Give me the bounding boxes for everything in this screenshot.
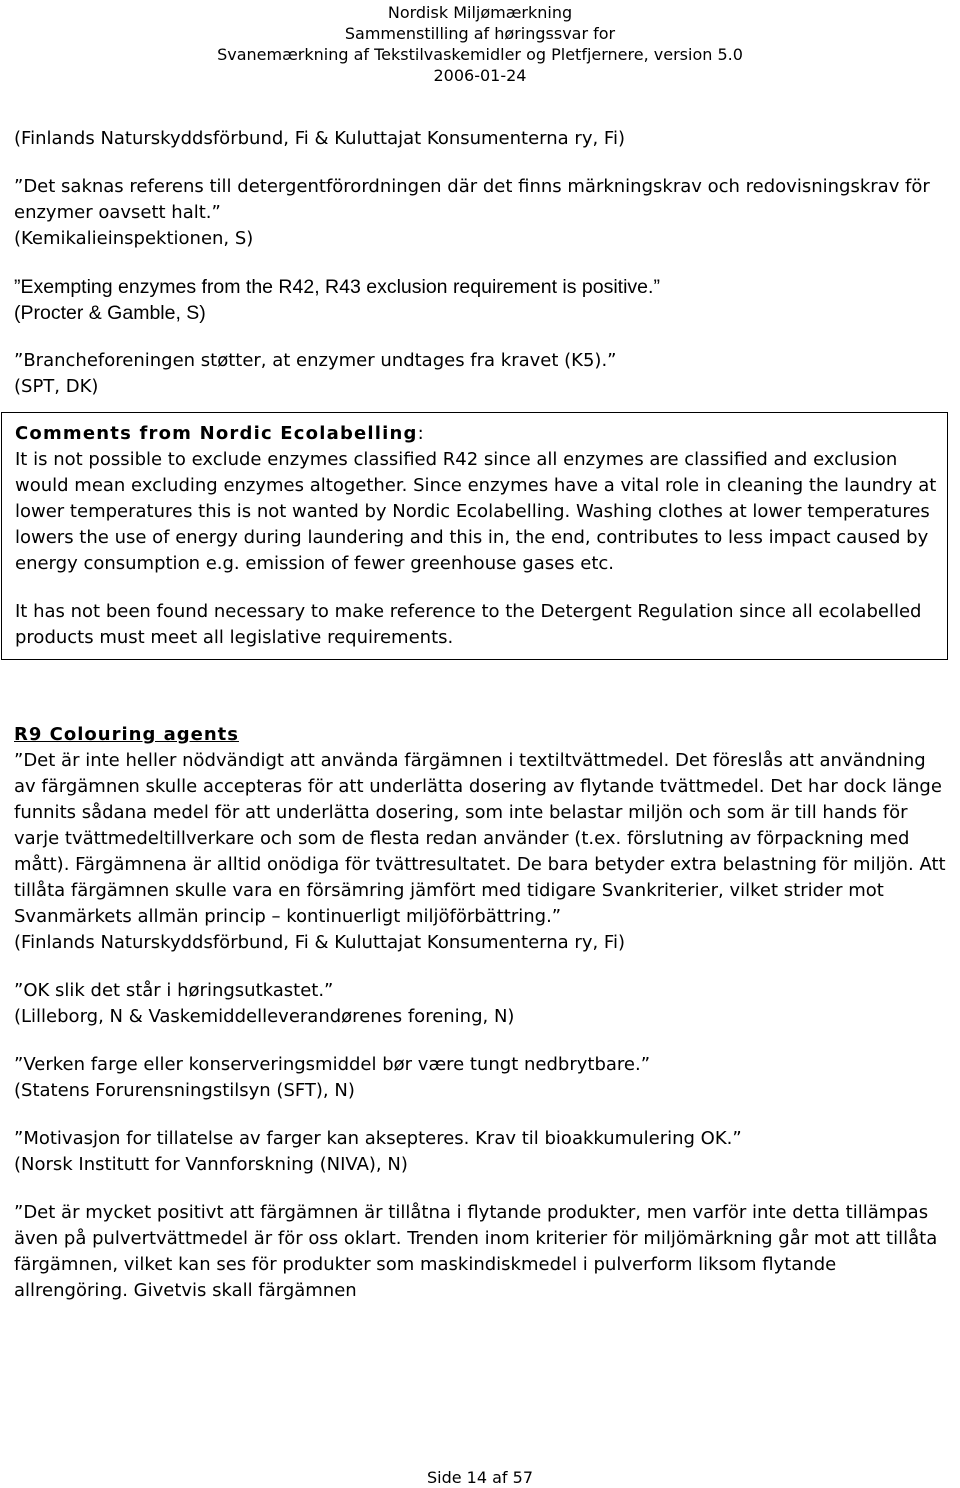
ecolabelling-comments-box [1, 412, 948, 660]
source-attribution: (Lilleborg, N & Vaskemiddelleverandørenes forening, N) [14, 1006, 515, 1027]
comments-heading-colon: : [417, 423, 424, 444]
source-attribution: (Kemikalieinspektionen, S) [14, 228, 254, 249]
source-attribution: (Procter & Gamble, S) [14, 302, 206, 324]
comments-heading: Comments from Nordic Ecolabelling [15, 423, 418, 444]
header-subtitle: Sammenstilling af høringssvar for [344, 24, 616, 43]
comments-paragraph: It has not been found necessary to make reference to the Detergent Regulation since all ecolabelled products must meet all legislative requirements. [15, 601, 922, 648]
source-attribution: (Statens Forurensningstilsyn (SFT), N) [14, 1080, 355, 1101]
source-attribution: (Finlands Naturskyddsförbund, Fi & Kuluttajat Konsumenterna ry, Fi) [14, 128, 625, 149]
comment-quote: ”OK slik det står i høringsutkastet.” [14, 980, 334, 1001]
header-date: 2006-01-24 [433, 66, 527, 85]
document-body [14, 126, 948, 1304]
section-title: R9 Colouring agents [14, 724, 239, 745]
source-attribution: (Norsk Institutt for Vannforskning (NIVA), N) [14, 1154, 408, 1175]
comment-quote: ”Motivasjon for tillatelse av farger kan aksepteres. Krav til bioakkumulering OK.” [14, 1128, 742, 1149]
comments-heading-line [15, 421, 947, 447]
source-attribution: (SPT, DK) [14, 376, 99, 397]
header-document-title: Svanemærkning af Tekstilvaskemidler og Pletfjernere, version 5.0 [217, 45, 743, 64]
page-number: Side 14 af 57 [426, 1468, 533, 1487]
comment-quote: ”Det saknas referens till detergentförordningen där det finns märkningskrav och redovisningskrav för enzymer oavsett halt.” [14, 176, 930, 223]
comment-quote: ”Brancheforeningen støtter, at enzymer undtages fra kravet (K5).” [14, 350, 617, 371]
comment-quote: ”Verken farge eller konserveringsmiddel bør være tungt nedbrytbare.” [14, 1054, 651, 1075]
comment-quote: ”Det är mycket positivt att färgämnen är tillåtna i flytande produkter, men varför inte detta tillämpas även på pulvertvättmedel är för oss oklart. Trenden inom kriterier för miljömärkning går mot att tillåta färgämnen, vilket kan ses för produkter som maskindiskmedel i pulverform liksom flytande allrengöring. Givetvis skall färgämnen [14, 1202, 938, 1301]
document-header [0, 0, 960, 86]
source-attribution: (Finlands Naturskyddsförbund, Fi & Kuluttajat Konsumenterna ry, Fi) [14, 932, 625, 953]
comment-quote: ”Exempting enzymes from the R42, R43 exclusion requirement is positive.” [14, 276, 660, 298]
comment-quote: ”Det är inte heller nödvändigt att använda färgämnen i textiltvättmedel. Det föreslås att användning av färgämnen skulle accepteras för att underlätta dosering av flytande tvättmedel. Det har dock länge funnits sådana medel för att underlätta dosering, som inte belastar miljön och som är till hands för varje tvättmedeltillverkare och som de flesta redan använder (t.ex. förslutning av förpackning med mått). Färgämnena är alltid onödiga för tvättresultatet. De bara betyder extra belastning för miljön. Att tillåta färgämnen skulle vara en försämring jämfört med tidigare Svankriterier, vilket strider mot Svanmärkets allmän princip – kontinuerligt miljöförbättring.” [14, 750, 946, 927]
comments-paragraph: It is not possible to exclude enzymes classified R42 since all enzymes are classified and exclusion would mean excluding enzymes altogether. Since enzymes have a vital role in cleaning the laundry at lower temperatures this is not wanted by Nordic Ecolabelling. Washing clothes at lower temperatures lowers the use of energy during laundering and this in, the end, contributes to less impact caused by energy consumption e.g. emission of fewer greenhouse gases etc. [15, 449, 937, 574]
header-organization: Nordisk Miljømærkning [387, 3, 573, 22]
